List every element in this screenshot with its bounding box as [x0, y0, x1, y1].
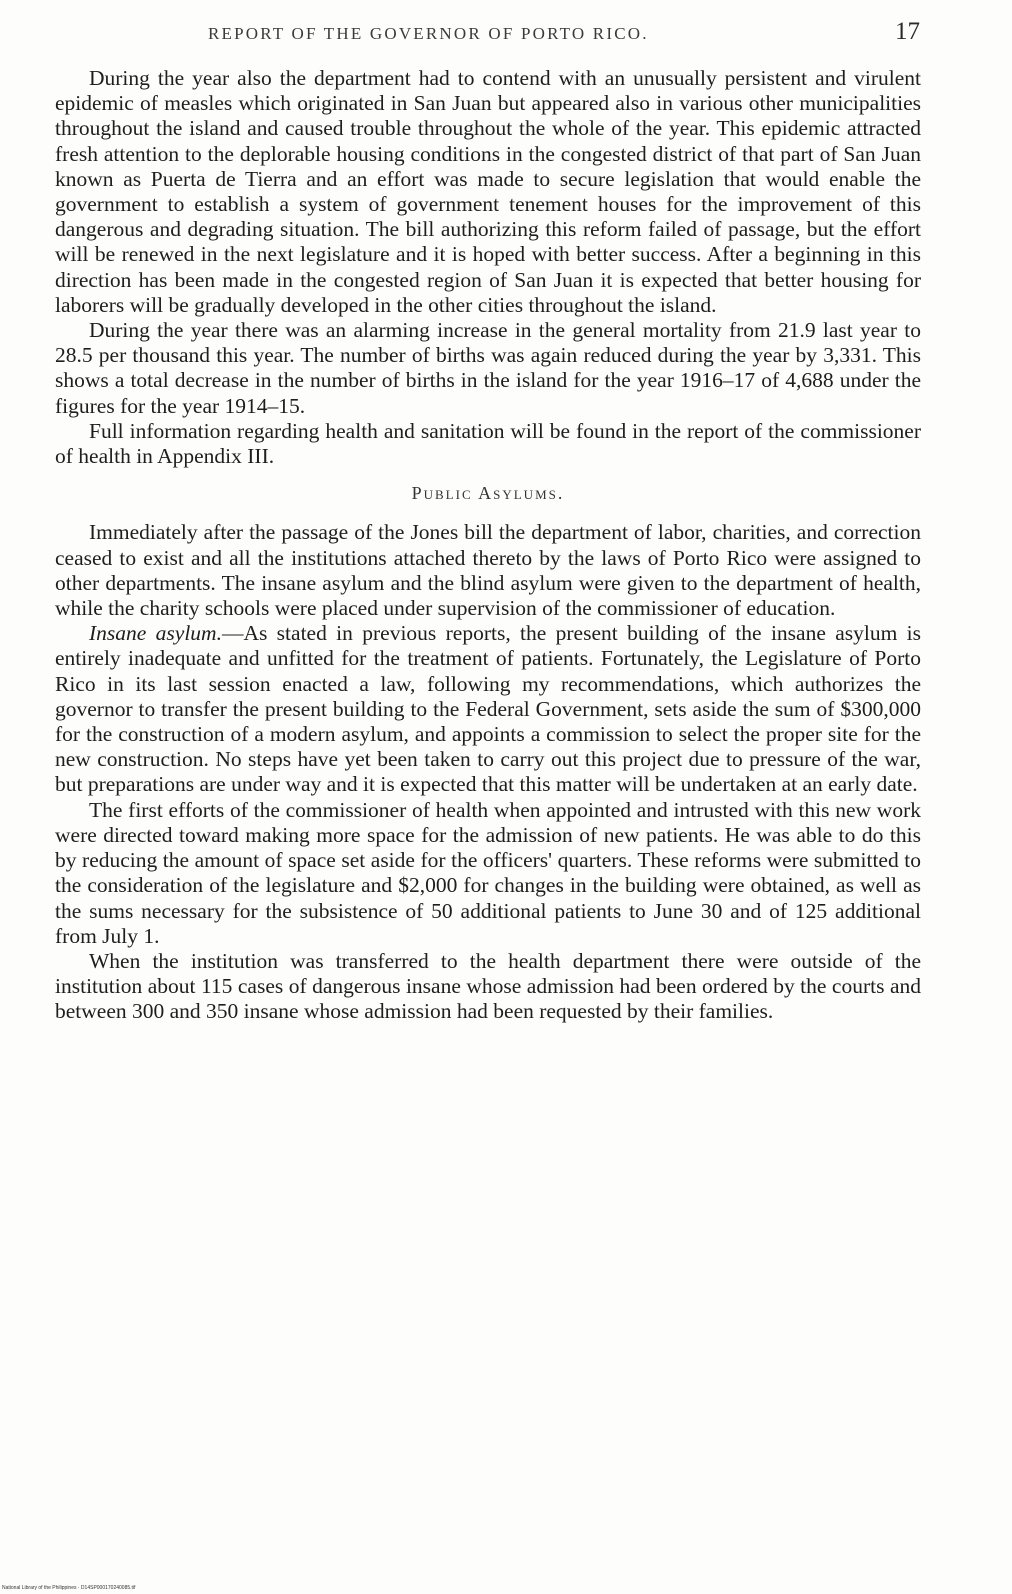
paragraph-health-report: Full information regarding health and sanitation will be found in the report of the commissioner of health in Appendix III. [55, 418, 921, 469]
running-head: REPORT OF THE GOVERNOR OF PORTO RICO. [208, 24, 649, 43]
paragraph-measles: During the year also the department had to contend with an unusually persistent and virulent epidemic of measles which originated in San Juan but appeared also in various other municipalities throughout the island and caused trouble throughout the whole of the year. This epidemic attracted fresh attention to the deplorable housing conditions in the congested district of that part of San Juan known as Puerta de Tierra and an effort was made to secure legislation that would enable the government to establish a system of government tenement houses for the improvement of this dangerous and degrading situation. The bill authorizing this reform failed of passage, but the effort will be renewed in the next legislature and it is hoped with better success. After a beginning in this direction has been made in the congested region of San Juan it is expected that better housing for laborers will be gradually developed in the other cities throughout the island. [55, 66, 921, 317]
paragraph-first-efforts: The first efforts of the commissioner of health when appointed and intrusted with this new work were directed toward making more space for the admission of new patients. He was able to do this by reducing the amount of space set aside for the officers' quarters. These reforms were submitted to the consideration of the legislature and $2,000 for changes in the building were obtained, as well as the sums necessary for the subsistence of 50 additional patients to June 30 and of 125 additional from July 1. [55, 797, 921, 948]
paragraph-transfer: When the institution was transferred to the health department there were outside of the institution about 115 cases of dangerous insane whose admission had been ordered by the courts and between 300 and 350 insane whose admission had been requested by their families. [55, 948, 921, 1024]
insane-asylum-text: —As stated in previous reports, the present building of the insane asylum is entirely inadequate and unfitted for the treatment of patients. Fortunately, the Legislature of Porto Rico in its last session enacted a law, following my recommendations, which authorizes the governor to transfer the present building to the Federal Government, sets aside the sum of $300,000 for the construction of a modern asylum, and appoints a commission to select the proper site for the new construction. No steps have yet been taken to carry out this project due to pressure of the war, but preparations are under way and it is expected that this matter will be undertaken at an early date. [55, 621, 921, 797]
scan-credit: National Library of the Philippines · D14SP000170240085.tif [2, 1585, 136, 1591]
body-text [55, 66, 921, 1025]
paragraph-mortality: During the year there was an alarming increase in the general mortality from 21.9 last year to 28.5 per thousand this year. The number of births was again reduced during the year by 3,331. This shows a total decrease in the number of births in the island for the year 1916–17 of 4,688 under the figures for the year 1914–15. [55, 318, 921, 418]
page-header [200, 18, 920, 48]
section-heading-public-asylums: Public Asylums. [411, 483, 565, 504]
insane-asylum-lead: Insane asylum. [89, 621, 222, 646]
paragraph-insane-asylum [55, 621, 921, 797]
paragraph-jones-bill: Immediately after the passage of the Jones bill the department of labor, charities, and correction ceased to exist and all the institutions attached thereto by the laws of Porto Rico were assigned to other departments. The insane asylum and the blind asylum were given to the department of health, while the charity schools were placed under supervision of the commissioner of education. [55, 520, 921, 621]
page-number: 17 [895, 18, 920, 45]
